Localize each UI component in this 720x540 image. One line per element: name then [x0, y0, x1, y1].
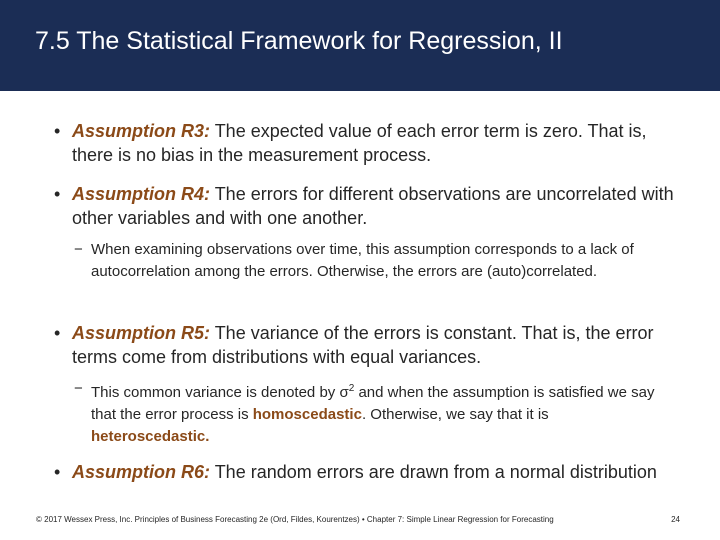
bullet-marker: • — [54, 184, 61, 204]
term-homoscedastic: homoscedastic — [252, 406, 362, 423]
slide-title: 7.5 The Statistical Framework for Regression, II — [35, 27, 563, 55]
assumption-label: Assumption R5: — [72, 323, 211, 343]
sub-bullet-marker: − — [74, 241, 83, 258]
sub-text-part: and when the assumption is satisfied we say that the error process is — [91, 384, 655, 423]
sub-bullet-text — [91, 378, 671, 448]
assumption-description: The expected value of each error term is zero. That is, there is no bias in the measurement process. — [72, 121, 647, 165]
assumption-label: Assumption R3: — [72, 121, 211, 141]
assumption-label: Assumption R6: — [72, 462, 211, 482]
sub-bullet-text: When examining observations over time, this assumption corresponds to a lack of autocorrelation among the errors. Otherwise, the errors are (auto)correlated. — [91, 241, 634, 280]
term-heteroscedastic: heteroscedastic. — [91, 428, 210, 445]
sub-bullet-marker: − — [74, 380, 83, 397]
superscript-two: 2 — [348, 383, 355, 394]
footer — [0, 514, 720, 528]
bullet-marker: • — [54, 121, 61, 141]
bullet-marker: • — [54, 462, 61, 482]
assumption-label: Assumption R4: — [72, 184, 211, 204]
bullet-text — [72, 321, 682, 369]
sub-text-part: . Otherwise, we say that it is — [361, 406, 549, 423]
assumption-description: The errors for different observations are uncorrelated with other variables and with one another. — [72, 184, 674, 228]
copyright-text: © 2017 Wessex Press, Inc. Principles of Business Forecasting 2e (Ord, Fildes, Kourentzes) • Chapter 7: Simple Linear Regression for Forecasting — [36, 515, 554, 524]
bullet-text — [72, 119, 682, 167]
sub-text-part: This common variance is denoted by σ — [91, 384, 349, 401]
assumption-description: The variance of the errors is constant. That is, the error terms come from distributions with equal variances. — [72, 323, 654, 367]
bullet-text — [72, 182, 682, 230]
page-number: 24 — [671, 515, 680, 524]
bullet-text — [72, 460, 682, 484]
bullet-marker: • — [54, 323, 61, 343]
assumption-description: The random errors are drawn from a normal distribution — [210, 462, 657, 482]
